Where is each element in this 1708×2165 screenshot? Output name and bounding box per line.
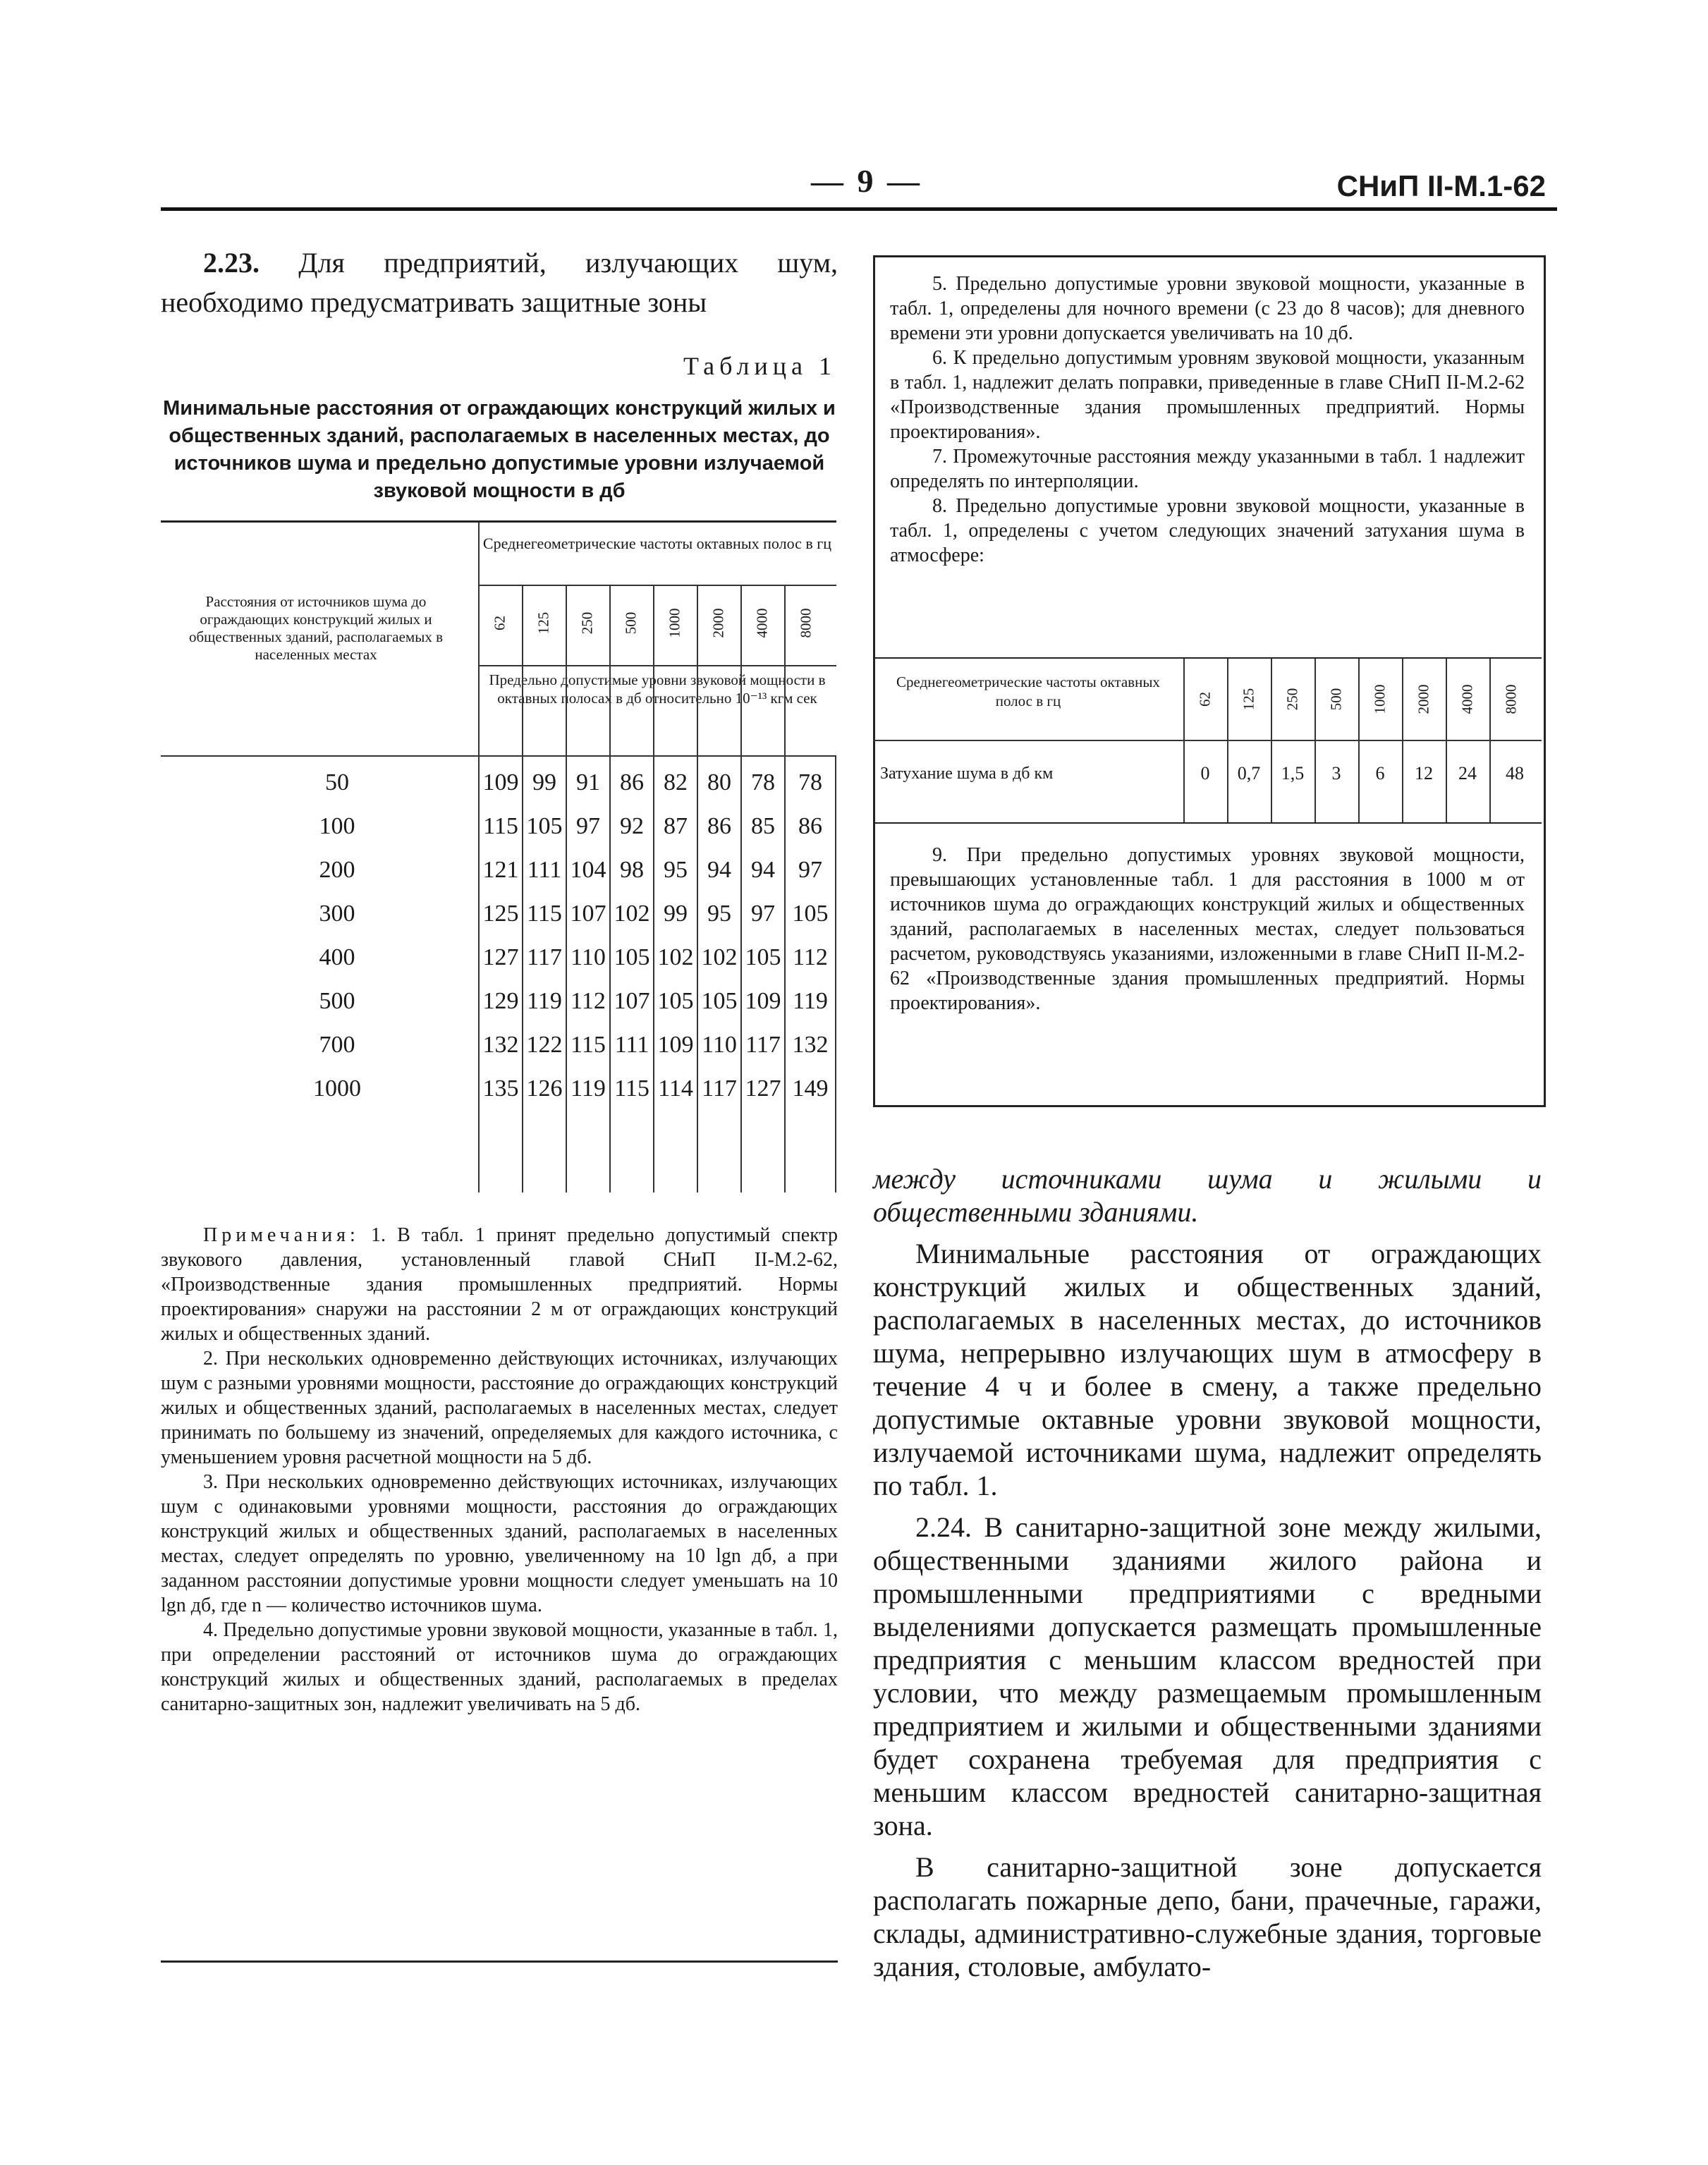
page-number: — 9 — <box>811 163 922 199</box>
value-cell: 97 <box>576 813 600 839</box>
attenuation-value: 24 <box>1458 763 1477 783</box>
freq-label: 125 <box>535 611 552 635</box>
value-cell: 122 <box>526 1032 563 1058</box>
value-cell: 95 <box>707 901 731 927</box>
body-paragraph-4: В санитарно-защитной зоне допускается располагать пожарные депо, бани, прачечные, гаражи, склады, административно-служебные здания, торговые здания, столовые, амбулато- <box>873 1851 1542 1982</box>
value-cell: 117 <box>527 944 562 970</box>
value-cell: 117 <box>745 1032 781 1058</box>
value-cell: 99 <box>532 769 556 795</box>
value-cell: 105 <box>614 944 650 970</box>
attenuation-value: 1,5 <box>1281 763 1305 783</box>
section-number: 2.23. <box>203 247 260 279</box>
value-cell: 109 <box>745 988 781 1014</box>
value-cell: 119 <box>571 1075 606 1102</box>
attenuation-rule <box>873 740 1542 741</box>
value-cell: 102 <box>614 901 650 927</box>
body-text-right <box>873 1162 1542 1992</box>
col-line <box>1489 659 1491 822</box>
distance-cell: 200 <box>319 857 355 883</box>
header-rule-3 <box>161 755 836 757</box>
attenuation-value: 0,7 <box>1237 763 1261 783</box>
value-cell: 102 <box>701 944 738 970</box>
value-cell: 115 <box>571 1032 606 1058</box>
value-cell: 94 <box>751 857 775 883</box>
freq-label: 8000 <box>797 608 815 638</box>
attenuation-table <box>873 657 1542 824</box>
value-cell: 115 <box>483 813 518 839</box>
col-line <box>1227 659 1228 822</box>
freq-label: 250 <box>1283 688 1301 711</box>
notes-5-8 <box>890 272 1525 568</box>
value-cell: 115 <box>527 901 562 927</box>
value-cell: 114 <box>658 1075 693 1102</box>
note-7: 7. Промежуточные расстояния между указанными в табл. 1 надлежит определять по интерполяции. <box>890 446 1525 492</box>
attenuation-value: 0 <box>1200 763 1210 783</box>
table-frequency-header: Среднегеометрические частоты октавных полос в гц <box>482 535 832 552</box>
attenuation-value: 48 <box>1506 763 1524 783</box>
table-1 <box>161 520 836 1193</box>
value-cell: 119 <box>793 988 828 1014</box>
note-9-block <box>890 843 1525 1016</box>
value-cell: 97 <box>798 857 822 883</box>
value-cell: 129 <box>482 988 519 1014</box>
table-row-header: Расстояния от источников шума до ограждающих конструкций жилых и общественных зданий, располагаемых в населенных местах <box>188 593 443 663</box>
value-cell: 125 <box>482 901 519 927</box>
value-cell: 95 <box>664 857 688 883</box>
distance-cell: 300 <box>319 901 355 927</box>
value-cell: 98 <box>620 857 644 883</box>
value-cell: 105 <box>657 988 694 1014</box>
value-cell: 94 <box>707 857 731 883</box>
freq-label: 500 <box>1327 688 1345 711</box>
value-cell: 110 <box>702 1032 737 1058</box>
value-cell: 85 <box>751 813 775 839</box>
col-line <box>1358 659 1360 822</box>
freq-label: 62 <box>1196 692 1214 707</box>
document-code: СНиП II-М.1-62 <box>1336 169 1546 202</box>
value-cell: 107 <box>570 901 606 927</box>
value-cell: 105 <box>701 988 738 1014</box>
distance-cell: 100 <box>319 813 355 839</box>
value-cell: 127 <box>482 944 519 970</box>
freq-label: 2000 <box>709 608 727 638</box>
value-cell: 99 <box>664 901 688 927</box>
value-cell: 80 <box>707 769 731 795</box>
value-cell: 149 <box>792 1075 829 1102</box>
freq-label: 62 <box>491 616 508 630</box>
table-label: Таблица 1 <box>683 352 836 380</box>
value-cell: 86 <box>798 813 822 839</box>
freq-label: 8000 <box>1502 684 1520 714</box>
body-paragraph-1: между источниками шума и жилыми и общественными зданиями. <box>873 1163 1542 1228</box>
header-rule-1 <box>478 585 836 586</box>
note-8: 8. Предельно допустимые уровни звуковой мощности, указанные в табл. 1, определены с учетом следующих значений затухания шума в атмосфере: <box>890 495 1525 566</box>
freq-label: 1000 <box>1371 684 1389 714</box>
value-cell: 91 <box>576 769 600 795</box>
attenuation-value: 12 <box>1415 763 1433 783</box>
col-line <box>1402 659 1403 822</box>
value-cell: 105 <box>526 813 563 839</box>
value-cell: 111 <box>614 1032 649 1058</box>
value-cell: 126 <box>526 1075 563 1102</box>
distance-cell: 400 <box>319 944 355 970</box>
value-cell: 87 <box>664 813 688 839</box>
note-6: 6. К предельно допустимым уровням звуковой мощности, указанным в табл. 1, надлежит делать поправки, приведенные в главе СНиП II-М.2-62 «Производственные здания промышленных предприятий. Нормы проектирования». <box>890 347 1525 443</box>
freq-label: 4000 <box>1458 684 1476 714</box>
value-cell: 112 <box>571 988 606 1014</box>
table-notes <box>161 1223 838 1716</box>
value-cell: 121 <box>482 857 519 883</box>
body-paragraph-2: Минимальные расстояния от ограждающих конструкций жилых и общественных зданий, располагаемых в населенных местах, до источников шума, непрерывно излучающих шум в атмосферу в течение 4 ч и более в смену, а также предельно допустимые октавные уровни звуковой мощности, излучаемой источниками шума, надлежит определять по табл. 1. <box>873 1238 1542 1501</box>
freq-label: 500 <box>622 611 640 635</box>
freq-label: 4000 <box>753 608 771 638</box>
table-levels-header: Предельно допустимые уровни звуковой мощности в октавных полосах в дб относительно 10⁻¹³ кгм сек <box>489 671 826 707</box>
value-cell: 82 <box>664 769 688 795</box>
note-9: 9. При предельно допустимых уровнях звуковой мощности, превышающих установленные табл. 1 для расстояния в 1000 м от источников шума до ограждающих конструкций жилых и общественных зданий, располагаемых в населенных местах, следует пользоваться расчетом, руководствуясь указаниями, изложенными в главе СНиП II-М.2-62 «Производственные здания промышленных предприятий. Нормы проектирования». <box>890 844 1525 1014</box>
freq-label: 1000 <box>666 608 683 638</box>
value-cell: 78 <box>798 769 822 795</box>
freq-label: 250 <box>578 611 596 635</box>
value-cell: 117 <box>702 1075 737 1102</box>
section-text: Для предприятий, излучающих шум, необходимо предусматривать защитные зоны <box>161 247 838 318</box>
body-paragraph-3: 2.24. В санитарно-защитной зоне между жилыми, общественными зданиями жилого района и промышленными предприятиями с вредными выделениями допускается размещать промышленные предприятия с меньшим классом вредностей при условии, что между размещаемым промышленным предприятием и жилыми и общественными зданиями будет сохранена требуемая для предприятия с меньшим классом вредностей санитарно-защитная зона. <box>873 1511 1542 1841</box>
col-line <box>1183 659 1185 822</box>
value-cell: 97 <box>751 901 775 927</box>
freq-label: 2000 <box>1415 684 1432 714</box>
value-cell: 109 <box>482 769 519 795</box>
attenuation-value: 6 <box>1375 763 1385 783</box>
value-cell: 107 <box>614 988 650 1014</box>
value-cell: 86 <box>707 813 731 839</box>
header-rule-2 <box>478 665 836 666</box>
value-cell: 111 <box>527 857 562 883</box>
col-line <box>1271 659 1272 822</box>
value-cell: 105 <box>792 901 829 927</box>
value-cell: 92 <box>620 813 644 839</box>
value-cell: 115 <box>614 1075 649 1102</box>
note-1: 1. В табл. 1 принят предельно допустимый спектр звукового давления, установленный главой СНиП II-М.2-62, «Производственные здания промышленных предприятий. Нормы проектирования» снаружи на расстоянии 2 м от ограждающих конструкций жилых и общественных зданий. <box>161 1224 838 1345</box>
value-cell: 104 <box>570 857 606 883</box>
distance-cell: 500 <box>319 988 355 1014</box>
value-cell: 105 <box>745 944 781 970</box>
col-line <box>1314 659 1316 822</box>
value-cell: 135 <box>482 1075 519 1102</box>
table-caption: Минимальные расстояния от ограждающих конструкций жилых и общественных зданий, располагаемых в населенных местах, до источников шума и предельно допустимые уровни излучаемой звуковой мощности в дб <box>163 397 836 502</box>
note-2: 2. При нескольких одновременно действующих источниках, излучающих шум с разными уровнями мощности, расстояние до ограждающих конструкций жилых и общественных зданий, располагаемых в населенных местах, следует принимать по большему из значений, определяемых для каждого источника, с уменьшением уровня расчетной мощности на 5 дб. <box>161 1348 838 1468</box>
notes-title: Примечания: <box>203 1224 360 1246</box>
col-line <box>1446 659 1447 822</box>
value-cell: 132 <box>482 1032 519 1058</box>
value-cell: 78 <box>751 769 775 795</box>
col-line-8 <box>835 755 836 1193</box>
value-cell: 102 <box>657 944 694 970</box>
header-rule <box>161 207 1557 211</box>
value-cell: 86 <box>620 769 644 795</box>
freq-label: 125 <box>1240 688 1257 711</box>
distance-cell: 50 <box>325 769 349 795</box>
value-cell: 109 <box>657 1032 694 1058</box>
value-cell: 127 <box>745 1075 781 1102</box>
value-cell: 132 <box>792 1032 829 1058</box>
left-bottom-rule <box>161 1960 838 1963</box>
attenuation-value: 3 <box>1331 763 1341 783</box>
attenuation-freq-caption: Среднегеометрические частоты октавных полос в гц <box>896 673 1160 709</box>
value-cell: 112 <box>793 944 828 970</box>
note-4: 4. Предельно допустимые уровни звуковой мощности, указанные в табл. 1, при определении расстояний от источников шума до ограждающих конструкций жилых и общественных зданий, располагаемых в пределах санитарно-защитных зон, надлежит увеличивать на 5 дб. <box>161 1619 838 1715</box>
note-5: 5. Предельно допустимые уровни звуковой мощности, указанные в табл. 1, определены для ночного времени (с 23 до 8 часов); для дневного времени эти уровни допускается увеличивать на 10 дб. <box>890 273 1525 344</box>
attenuation-row-label: Затухание шума в дб км <box>880 764 1054 783</box>
distance-cell: 1000 <box>313 1075 361 1102</box>
value-cell: 110 <box>571 944 606 970</box>
note-3: 3. При нескольких одновременно действующих источниках, излучающих шум с одинаковыми уровнями мощности, расстояния до ограждающих конструкций жилых и общественных зданий, располагаемых в населенных местах, следует определять по уровню, увеличенному на 10 lgn дб, а при заданном расстоянии допустимые уровни мощности следует уменьшать на 10 lgn дб, где n — количество источников шума. <box>161 1471 838 1616</box>
value-cell: 119 <box>527 988 562 1014</box>
distance-cell: 700 <box>319 1032 355 1058</box>
section-2-23 <box>161 243 838 322</box>
